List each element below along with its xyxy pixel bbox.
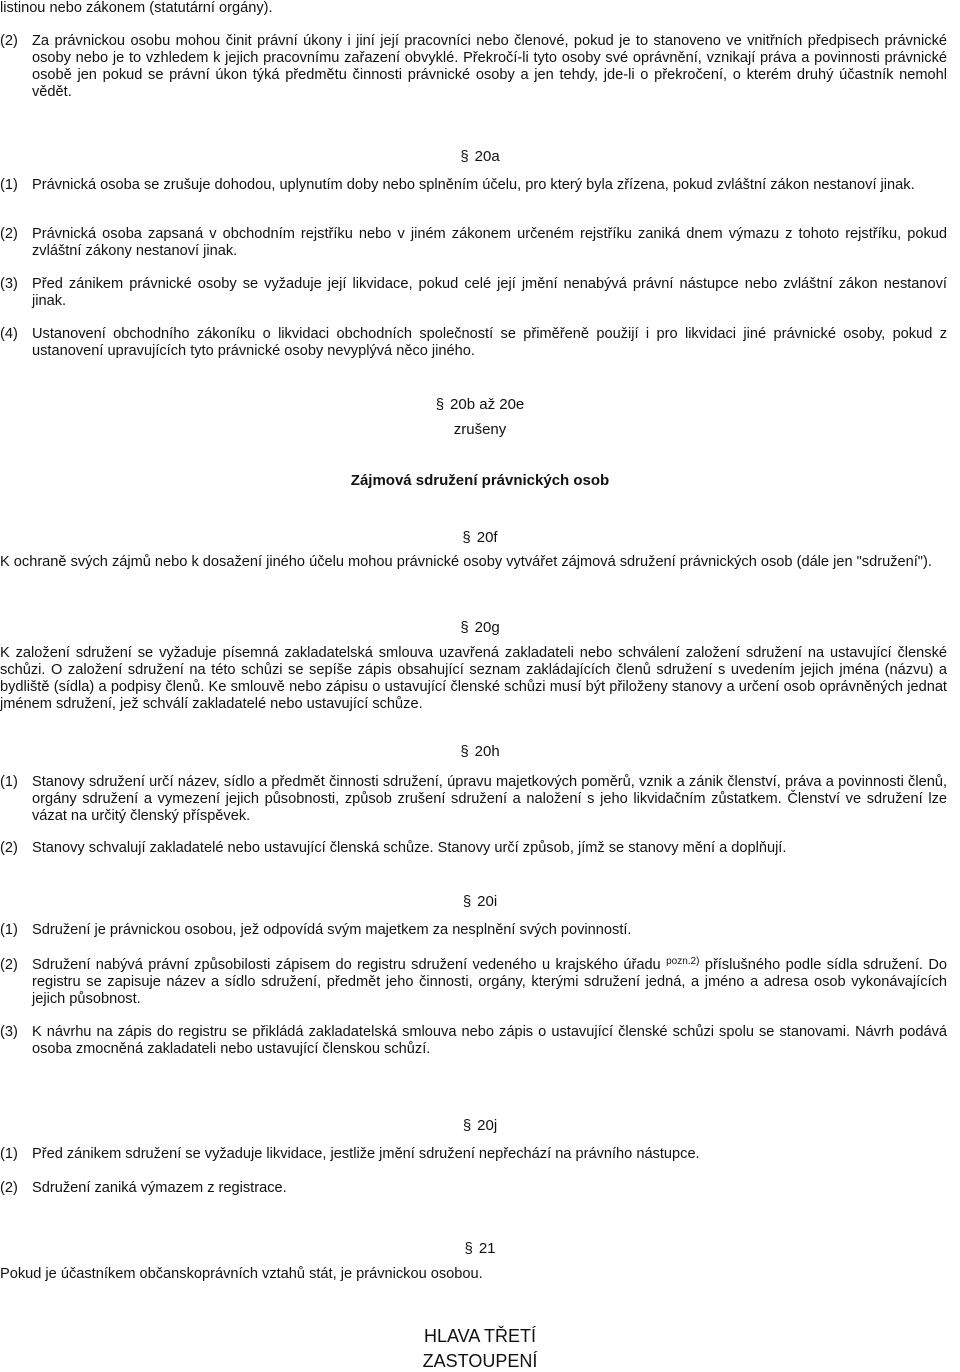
s20i-item-2 [0,957,947,1008]
s20j-item-2 [0,1180,947,1197]
item-number: (3) [0,1024,18,1040]
item-text: Před zánikem právnické osoby se vyžaduje její likvidace, pokud celé její jmění nenabývá právní nástupce nebo zvláštní zákon nestanoví jinak. [32,276,947,309]
item-number: (3) [0,276,18,292]
section-20i-heading [0,893,960,910]
section-sign: § [462,1117,472,1134]
item-text: Stanovy schvalují zakladatelé nebo ustavující členská schůze. Stanovy určí způsob, jímž se stanovy mění a doplňují. [32,840,787,856]
item-number: (1) [0,177,18,193]
section-20a-heading [0,148,960,165]
section-sign: § [462,893,472,910]
section-21-heading [0,1240,960,1257]
chapter-heading: HLAVA TŘETÍ [423,1326,537,1346]
s20a-item-4 [0,326,947,360]
chapter-title: ZASTOUPENÍ [422,1351,538,1371]
section-20g-heading [0,619,960,636]
section-label: 21 [478,1240,496,1257]
item-text: Právnická osoba zapsaná v obchodním rejstříku nebo v jiném zákonem určeném rejstříku zaniká dnem výmazu z tohoto rejstříku, pokud zvláštní zákony nestanoví jinak. [32,226,947,259]
item-number: (2) [0,840,18,856]
section-label: 20h [474,743,500,760]
item-text: Za právnickou osobu mohou činit právní úkony i jiní její pracovníci nebo členové, pokud je to stanoveno ve vnitřních předpisech právnické osoby nebo je to vzhledem k jejich pracovnímu zařazení obvyklé. Překročí-li tyto osoby své oprávnění, vznikají práva a povinnosti právnické osobě jen pokud se právní úkon týká předmětu činnosti právnické osoby a jen tehdy, jde-li o překročení, o kterém druhý účastník nemohl vědět. [32,33,947,100]
item-text-b: příslušného podle sídla sdružení. Do registru se zapisuje název a sídlo sdružení, předmět jeho činnosti, orgány, kterými sdružení jedná, a jméno a adresa osob vykonávajících jejich působnost. [32,957,948,1007]
item-text-a: Sdružení nabývá právní způsobilosti zápisem do registru sdružení vedeného u krajského úřadu [32,957,661,973]
s20f-text: K ochraně svých zájmů nebo k dosažení jiného účelu mohou právnické osoby vytvářet zájmová sdružení právnických osob (dále jen "sdružení"). [0,554,932,570]
section-sign: § [464,1240,473,1257]
section-sign: § [460,148,469,165]
item-number: (1) [0,922,18,938]
item-text: Sdružení je právnickou osobou, jež odpovídá svým majetkem za nesplnění svých povinností. [32,922,632,938]
s20a-item-1 [0,177,947,194]
top-line [0,0,947,17]
item-text: Před zánikem sdružení se vyžaduje likvidace, jestliže jmění sdružení nepřechází na právního nástupce. [32,1146,700,1162]
section-20f-heading [0,529,960,546]
s20a-item-3 [0,276,947,310]
s21-text: Pokud je účastníkem občanskoprávních vztahů stát, je právnickou osobou. [0,1266,483,1282]
item-text: Ustanovení obchodního zákoníku o likvidaci obchodních společností se přiměřeně použijí i pro likvidaci jiné právnické osoby, pokud z ustanovení upravujících tyto právnické osoby nevyplývá něco jiného. [32,326,947,359]
footnote-ref: pozn.2) [666,956,700,967]
section-20h-heading [0,743,960,760]
item-number: (1) [0,774,18,790]
s20i-item-1 [0,922,947,939]
s20i-item-3 [0,1024,947,1058]
s20g-text: K založení sdružení se vyžaduje písemná zakladatelská smlouva uzavřená zakladateli nebo schválení založení sdružení na ustavující členské schůzi. O založení sdružení na této schůzi se sepíše zápis obsahující seznam zakládajících členů sdružení s uvedením jejich jména (názvu) a bydliště (sídla) a podpisy členů. Ke smlouvě nebo zápisu o ustavující členské schůzi musí být přiloženy stanovy a určení osob oprávněných jednat jménem sdružení, jež schválí zakladatelé nebo ustavující schůze. [0,645,947,712]
paragraph-text: listinou nebo zákonem (statutární orgány). [0,0,273,16]
item-text: Sdružení zaniká výmazem z registrace. [32,1180,287,1196]
s20h-item-1 [0,774,947,825]
section-sign: § [460,619,469,636]
item-text: Stanovy sdružení určí název, sídlo a předmět činnosti sdružení, úpravu majetkových poměrů, vznik a zánik členství, práva a povinnosti členů, orgány sdružení a vymezení jejich působnosti, způsob zrušení sdružení a naložení s jeho likvidačním zůstatkem. Členství ve sdružení lze vázat na určitý členský příspěvek. [32,774,947,824]
section-sign: § [435,396,445,413]
item-number: (2) [0,33,18,49]
item-text: K návrhu na zápis do registru se přikládá zakladatelská smlouva nebo zápis o ustavující členské schůzi spolu se stanovami. Návrh podává osoba zmocněná zakladateli nebo ustavující členskou schůzí. [32,1024,947,1057]
section-20j-heading [0,1117,960,1134]
s20h-item-2 [0,840,947,857]
s20j-item-1 [0,1146,947,1163]
s20-item-2 [0,33,947,101]
item-number: (1) [0,1146,18,1162]
s20a-item-2 [0,226,947,260]
section-label: 20g [474,619,500,636]
item-number: (4) [0,326,18,342]
section-label: 20j [477,1117,498,1134]
item-number: (2) [0,957,18,973]
heading-zajmova-sdruzeni: Zájmová sdružení právnických osob [350,472,610,489]
section-20b-20e-heading [0,396,960,413]
item-text [32,957,947,1008]
section-label: 20a [474,148,500,165]
section-label: 20f [476,529,498,546]
section-label: 20b až 20e [450,396,525,413]
item-number: (2) [0,226,18,242]
section-sign: § [460,743,469,760]
section-sign: § [462,529,471,546]
item-number: (2) [0,1180,18,1196]
item-text: Právnická osoba se zrušuje dohodou, uplynutím doby nebo splněním účelu, pro který byla zřízena, pokud zvláštní zákon nestanoví jinak. [32,177,915,193]
repealed-note: zrušeny [453,421,507,438]
section-label: 20i [477,893,498,910]
